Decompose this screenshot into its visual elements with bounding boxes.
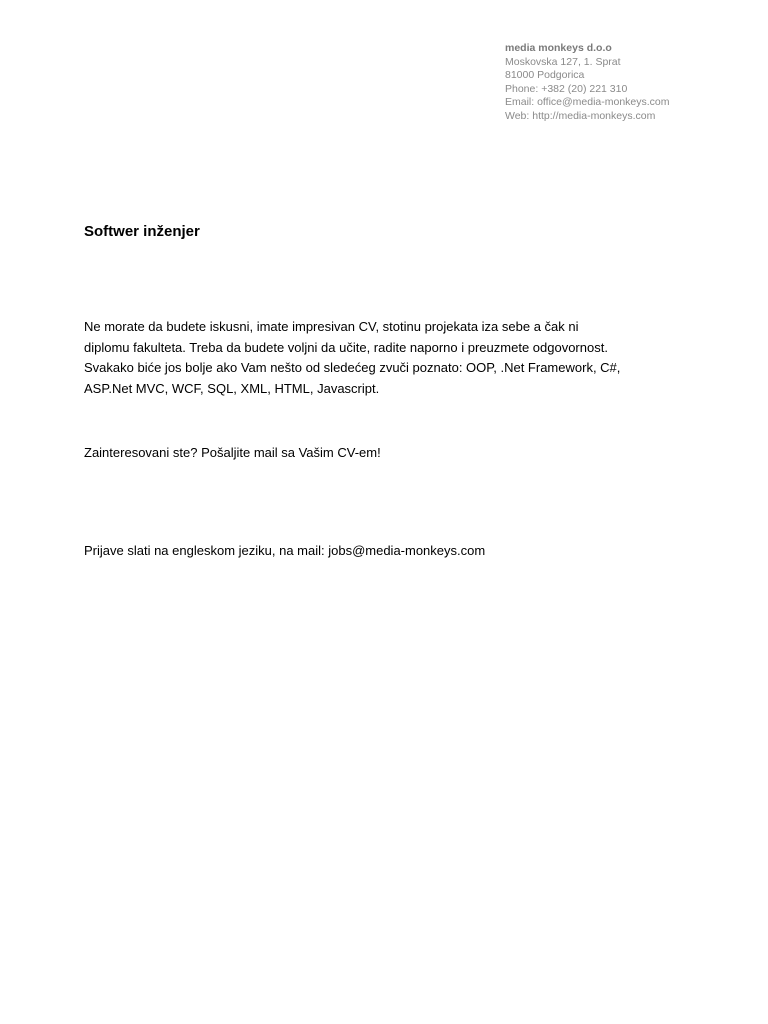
intro-line: Svakako biće jos bolje ako Vam nešto od sledećeg zvuči poznato: OOP, .Net Framework, C#, bbox=[84, 360, 621, 375]
company-phone: Phone: +382 (20) 221 310 bbox=[505, 82, 628, 95]
application-instructions: Prijave slati na engleskom jeziku, na mail: jobs@media-monkeys.com bbox=[84, 543, 486, 558]
intro-line: ASP.Net MVC, WCF, SQL, XML, HTML, Javascript. bbox=[84, 380, 380, 396]
company-contact-block bbox=[505, 42, 745, 123]
company-city: 81000 Podgorica bbox=[505, 69, 585, 81]
job-title: Softwer inženjer bbox=[84, 223, 200, 240]
company-address: Moskovska 127, 1. Sprat bbox=[505, 55, 621, 68]
company-web: Web: http://media-monkeys.com bbox=[505, 109, 656, 122]
intro-paragraph bbox=[84, 317, 684, 399]
intro-line: diplomu fakulteta. Treba da budete voljni da učite, radite naporno i preuzmete odgovornost. bbox=[84, 339, 608, 355]
call-to-action: Zainteresovani ste? Pošaljite mail sa Vašim CV-em! bbox=[84, 445, 381, 460]
company-name: media monkeys d.o.o bbox=[505, 42, 612, 54]
company-email: Email: office@media-monkeys.com bbox=[505, 96, 670, 108]
intro-line: Ne morate da budete iskusni, imate impresivan CV, stotinu projekata iza sebe a čak ni bbox=[84, 319, 579, 334]
